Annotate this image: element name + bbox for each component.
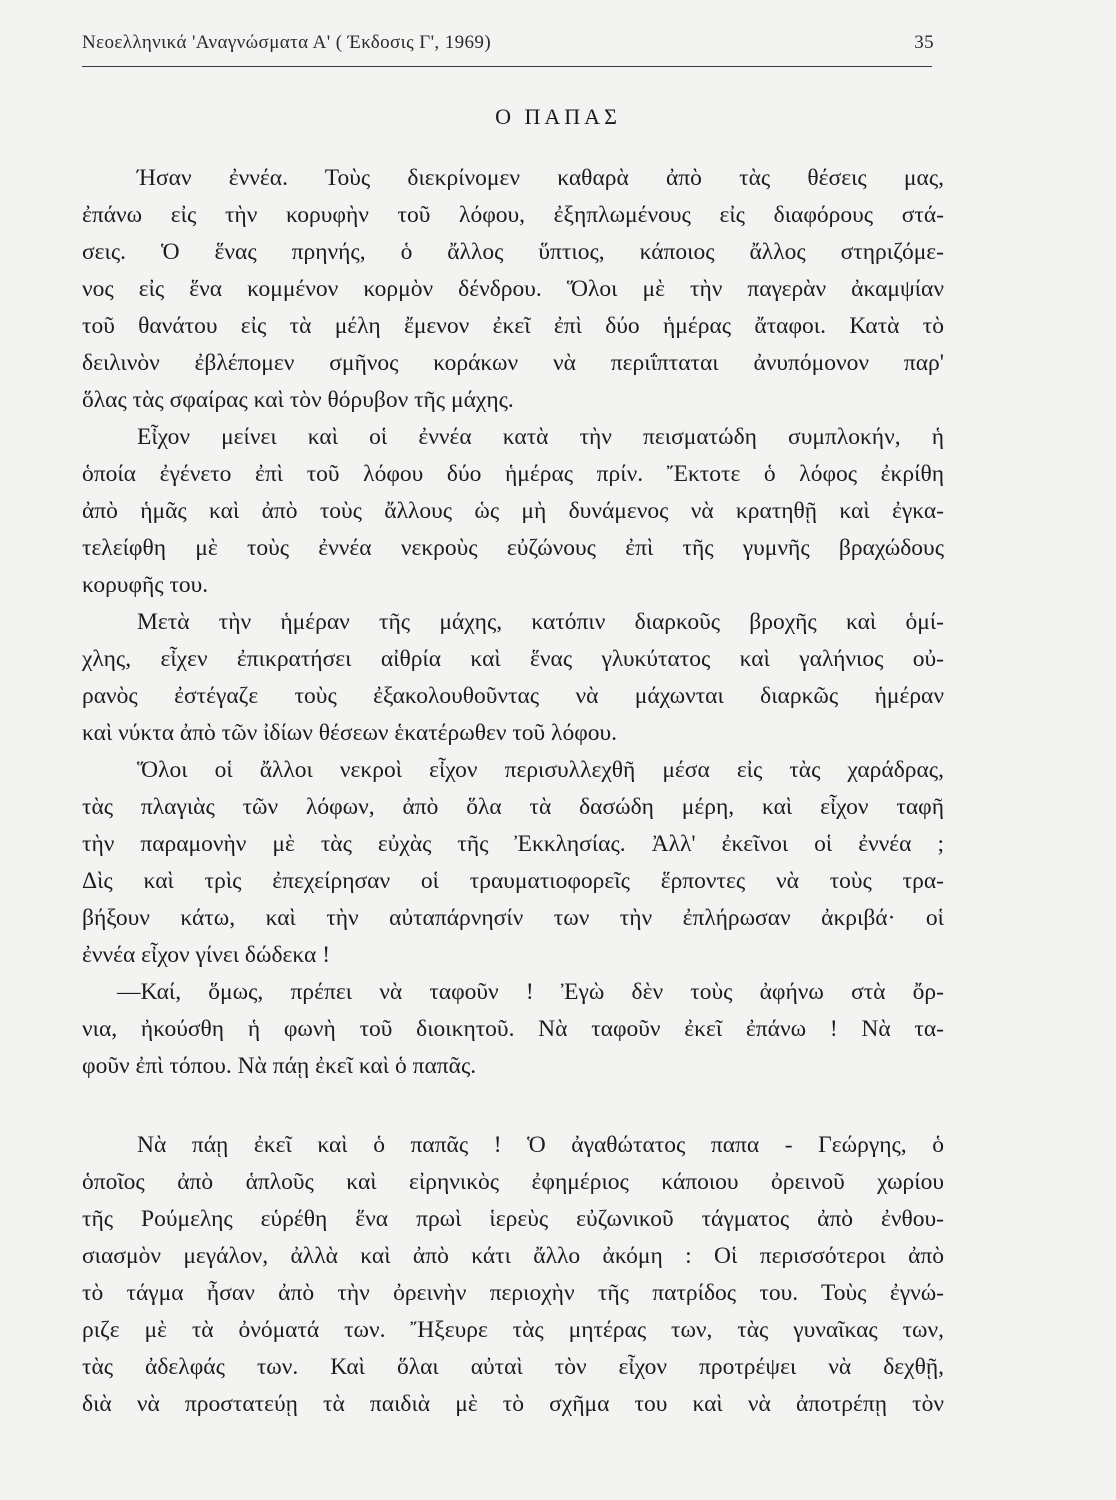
text-line: τῆς Ρούμελης εὑρέθη ἕνα πρωὶ ἱερεὺς εὐζωνικοῦ τάγματος ἀπὸ ἐνθου- [82,1206,944,1232]
text-line: ὁποία ἐγένετο ἐπὶ τοῦ λόφου δύο ἡμέρας πρίν. Ἔκτοτε ὁ λόφος ἐκρίθη [82,461,944,487]
text-line: Εἶχον μείνει καὶ οἱ ἐννέα κατὰ τὴν πεισματώδη συμπλοκήν, ἡ [137,424,944,450]
text-line: τὴν παραμονὴν μὲ τὰς εὐχὰς τῆς Ἐκκλησίας. Ἀλλ' ἐκεῖνοι οἱ ἐννέα ; [82,831,944,857]
text-line: Μετὰ τὴν ἡμέραν τῆς μάχης, κατόπιν διαρκοῦς βροχῆς καὶ ὁμί- [137,609,944,635]
text-line: κορυφῆς του. [82,572,209,598]
chapter-title: Ο ΠΑΠΑΣ [495,104,621,129]
text-line: Ὅλοι οἱ ἄλλοι νεκροὶ εἶχον περισυλλεχθῆ μέσα εἰς τὰς χαράδρας, [137,757,944,783]
text-line: χλης, εἶχεν ἐπικρατήσει αἰθρία καὶ ἕνας γλυκύτατος καὶ γαλήνιος οὐ- [82,646,944,672]
text-line: δειλινὸν ἐβλέπομεν σμῆνος κοράκων νὰ περιΐπταται ἀνυπόμονον παρ' [82,350,944,376]
text-line: τὸ τάγμα ἦσαν ἀπὸ τὴν ὀρεινὴν περιοχὴν τῆς πατρίδος του. Τοὺς ἐγνώ- [82,1280,944,1306]
text-line: ἐπάνω εἰς τὴν κορυφὴν τοῦ λόφου, ἐξηπλωμένους εἰς διαφόρους στά- [82,202,944,228]
text-line: διὰ νὰ προστατεύῃ τὰ παιδιὰ μὲ τὸ σχῆμα του καὶ νὰ ἀποτρέπῃ τὸν [82,1391,944,1417]
text-line: βήξουν κάτω, καὶ τὴν αὐταπάρνησίν των τὴν ἐπλήρωσαν ἀκριβά· οἱ [82,905,944,931]
text-line: ἀπὸ ἡμᾶς καὶ ἀπὸ τοὺς ἄλλους ὡς μὴ δυνάμενος νὰ κρατηθῇ καὶ ἐγκα- [82,498,944,524]
section-gap [82,1085,944,1127]
text-line: Ήσαν ἐννέα. Τοὺς διεκρίνομεν καθαρὰ ἀπὸ τὰς θέσεις μας, [137,165,944,191]
body-text [82,160,944,1423]
header-rule [82,66,932,67]
text-line: σιασμὸν μεγάλον, ἀλλὰ καὶ ἀπὸ κάτι ἄλλο ἀκόμη : Οἱ περισσότεροι ἀπὸ [82,1243,944,1269]
text-line: ὅλας τὰς σφαίρας καὶ τὸν θόρυβον τῆς μάχης. [82,387,514,413]
text-line: ριζε μὲ τὰ ὀνόματά των. Ἤξευρε τὰς μητέρας των, τὰς γυναῖκας των, [82,1317,944,1343]
text-line: ὁποῖος ἀπὸ ἁπλοῦς καὶ εἰρηνικὸς ἐφημέριος κάποιου ὀρεινοῦ χωρίου [82,1169,944,1195]
text-line: τὰς πλαγιὰς τῶν λόφων, ἀπὸ ὅλα τὰ δασώδη μέρη, καὶ εἶχον ταφῆ [82,794,944,820]
text-line: τοῦ θανάτου εἰς τὰ μέλη ἔμενον ἐκεῖ ἐπὶ δύο ἡμέρας ἄταφοι. Κατὰ τὸ [82,313,944,339]
text-line: ἐννέα εἶχον γίνει δώδεκα ! [82,942,331,968]
text-line: σεις. Ὁ ἕνας πρηνής, ὁ ἄλλος ὕπτιος, κάποιος ἄλλος στηριζόμε- [82,239,944,265]
text-line: νια, ἠκούσθη ἡ φωνὴ τοῦ διοικητοῦ. Νὰ ταφοῦν ἐκεῖ ἐπάνω ! Νὰ τα- [82,1016,944,1042]
running-header [82,32,934,54]
text-line: καὶ νύκτα ἀπὸ τῶν ἰδίων θέσεων ἑκατέρωθεν τοῦ λόφου. [82,720,618,746]
text-line: Δὶς καὶ τρὶς ἐπεχείρησαν οἱ τραυματιοφορεῖς ἕρποντες νὰ τοὺς τρα- [82,868,944,894]
text-line: τελείφθη μὲ τοὺς ἐννέα νεκροὺς εὐζώνους ἐπὶ τῆς γυμνῆς βραχώδους [82,535,944,561]
text-line: Νὰ πάῃ ἐκεῖ καὶ ὁ παπᾶς ! Ὁ ἀγαθώτατος παπα - Γεώργης, ὁ [137,1132,944,1158]
text-line: τὰς ἀδελφάς των. Καὶ ὅλαι αὐταὶ τὸν εἶχον προτρέψει νὰ δεχθῇ, [82,1354,944,1380]
text-line: φοῦν ἐπὶ τόπου. Νὰ πάῃ ἐκεῖ καὶ ὁ παπᾶς. [82,1053,477,1079]
text-line: ρανὸς ἐστέγαζε τοὺς ἐξακολουθοῦντας νὰ μάχωνται διαρκῶς ἡμέραν [82,683,944,709]
page-number: 35 [914,32,934,53]
text-line: —Καί, ὅμως, πρέπει νὰ ταφοῦν ! Ἐγὼ δὲν τοὺς ἀφήνω στὰ ὄρ- [117,979,944,1005]
running-title: Νεοελληνικά 'Αναγνώσματα Α' ( Έκδοσις Γ', 1969) [82,32,492,53]
text-line: νος εἰς ἕνα κομμένον κορμὸν δένδρου. Ὅλοι μὲ τὴν παγερὰν ἀκαμψίαν [82,276,944,302]
